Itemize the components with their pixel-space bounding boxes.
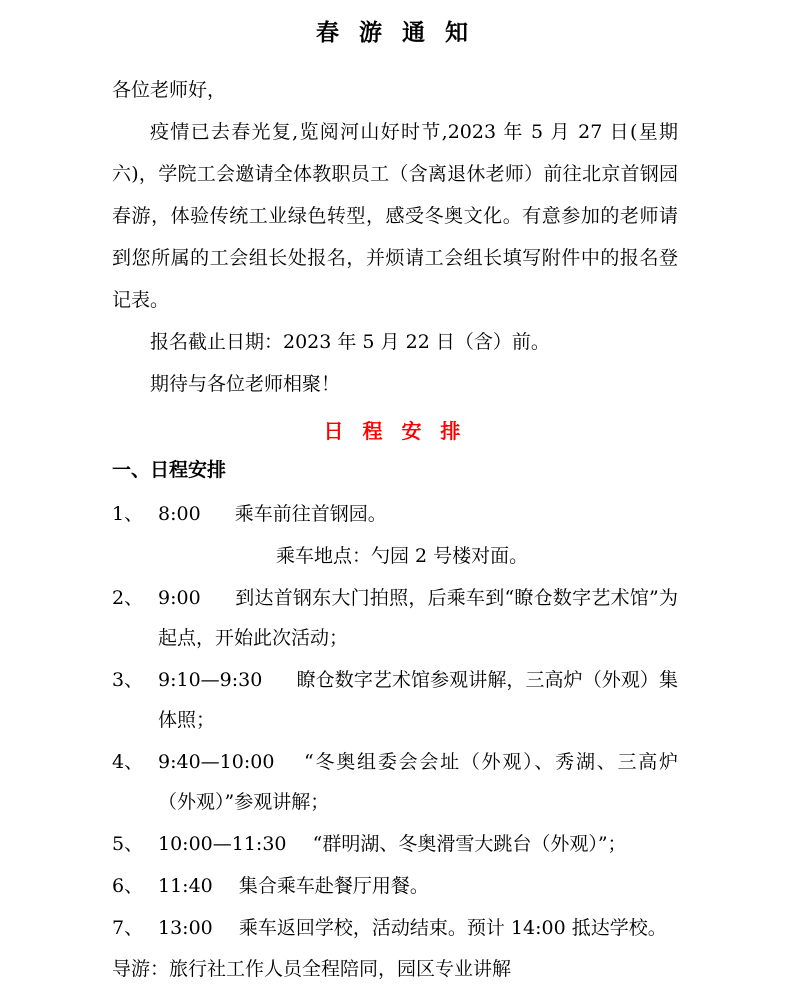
item-time: 9:10—9:30 — [158, 669, 263, 691]
item-text: 到达首钢东大门拍照，后乘车到“瞭仓数字艺术馆”为起点，开始此次活动； — [158, 587, 678, 649]
schedule-red-heading: 日 程 安 排 — [323, 419, 467, 443]
list-item — [112, 494, 678, 534]
guide-note: 导游：旅行社工作人员全程陪同，园区专业讲解 — [112, 958, 512, 980]
list-item — [112, 742, 678, 822]
item-body — [158, 578, 678, 658]
list-item — [112, 908, 678, 948]
item-number: 4、 — [112, 751, 144, 773]
page-title: 春 游 通 知 — [315, 19, 475, 46]
item-sub-note: 乘车地点：勺园 2 号楼对面。 — [276, 545, 529, 567]
item-body — [158, 742, 678, 822]
list-item — [112, 578, 678, 658]
item-text: 乘车前往首钢园。 — [234, 503, 387, 525]
item-number: 6、 — [112, 875, 144, 897]
list-item — [112, 824, 678, 864]
item-number: 7、 — [112, 917, 144, 939]
document-page — [0, 14, 790, 980]
item-text: “群明湖、冬奥滑雪大跳台（外观）”； — [312, 833, 627, 855]
item-time: 9:40—10:00 — [158, 751, 275, 773]
list-item — [112, 660, 678, 740]
item-time: 11:40 — [158, 875, 213, 897]
item-body — [158, 866, 678, 906]
body-paragraph-3: 期待与各位老师相聚！ — [150, 373, 341, 395]
item-text: 集合乘车赴餐厅用餐。 — [238, 875, 429, 897]
item-number: 5、 — [112, 833, 144, 855]
body-paragraph-2: 报名截止日期：2023 年 5 月 22 日（含）前。 — [150, 331, 550, 353]
item-number: 2、 — [112, 587, 144, 609]
item-text: “冬奥组委会会址（外观）、秀湖、三高炉（外观）”参观讲解； — [158, 751, 679, 813]
item-time: 13:00 — [158, 917, 213, 939]
list-item — [112, 866, 678, 906]
item-number: 3、 — [112, 669, 144, 691]
item-time: 9:00 — [158, 587, 201, 609]
item-body — [158, 494, 678, 534]
item-time: 8:00 — [158, 503, 201, 525]
item-text: 瞭仓数字艺术馆参观讲解，三高炉（外观）集体照； — [158, 669, 678, 731]
item-text: 乘车返回学校，活动结束。预计 14:00 抵达学校。 — [238, 917, 667, 939]
item-body — [158, 824, 678, 864]
item-number: 1、 — [112, 503, 144, 525]
schedule-list — [112, 494, 678, 948]
section-heading-schedule: 一、日程安排 — [112, 459, 227, 481]
item-body — [158, 908, 678, 948]
item-time: 10:00—11:30 — [158, 833, 287, 855]
item-body — [158, 660, 678, 740]
body-paragraph-1: 疫情已去春光复,览阅河山好时节,2023 年 5 月 27 日(星期六)，学院工会邀请全体教职员工（含离退休老师）前往北京首钢园春游，体验传统工业绿色转型，感受冬奥文化。有意参加的老师请到您所属的工会组长处报名，并烦请工会组长填写附件中的报名登记表。 — [112, 121, 678, 311]
greeting-line: 各位老师好， — [112, 79, 227, 101]
